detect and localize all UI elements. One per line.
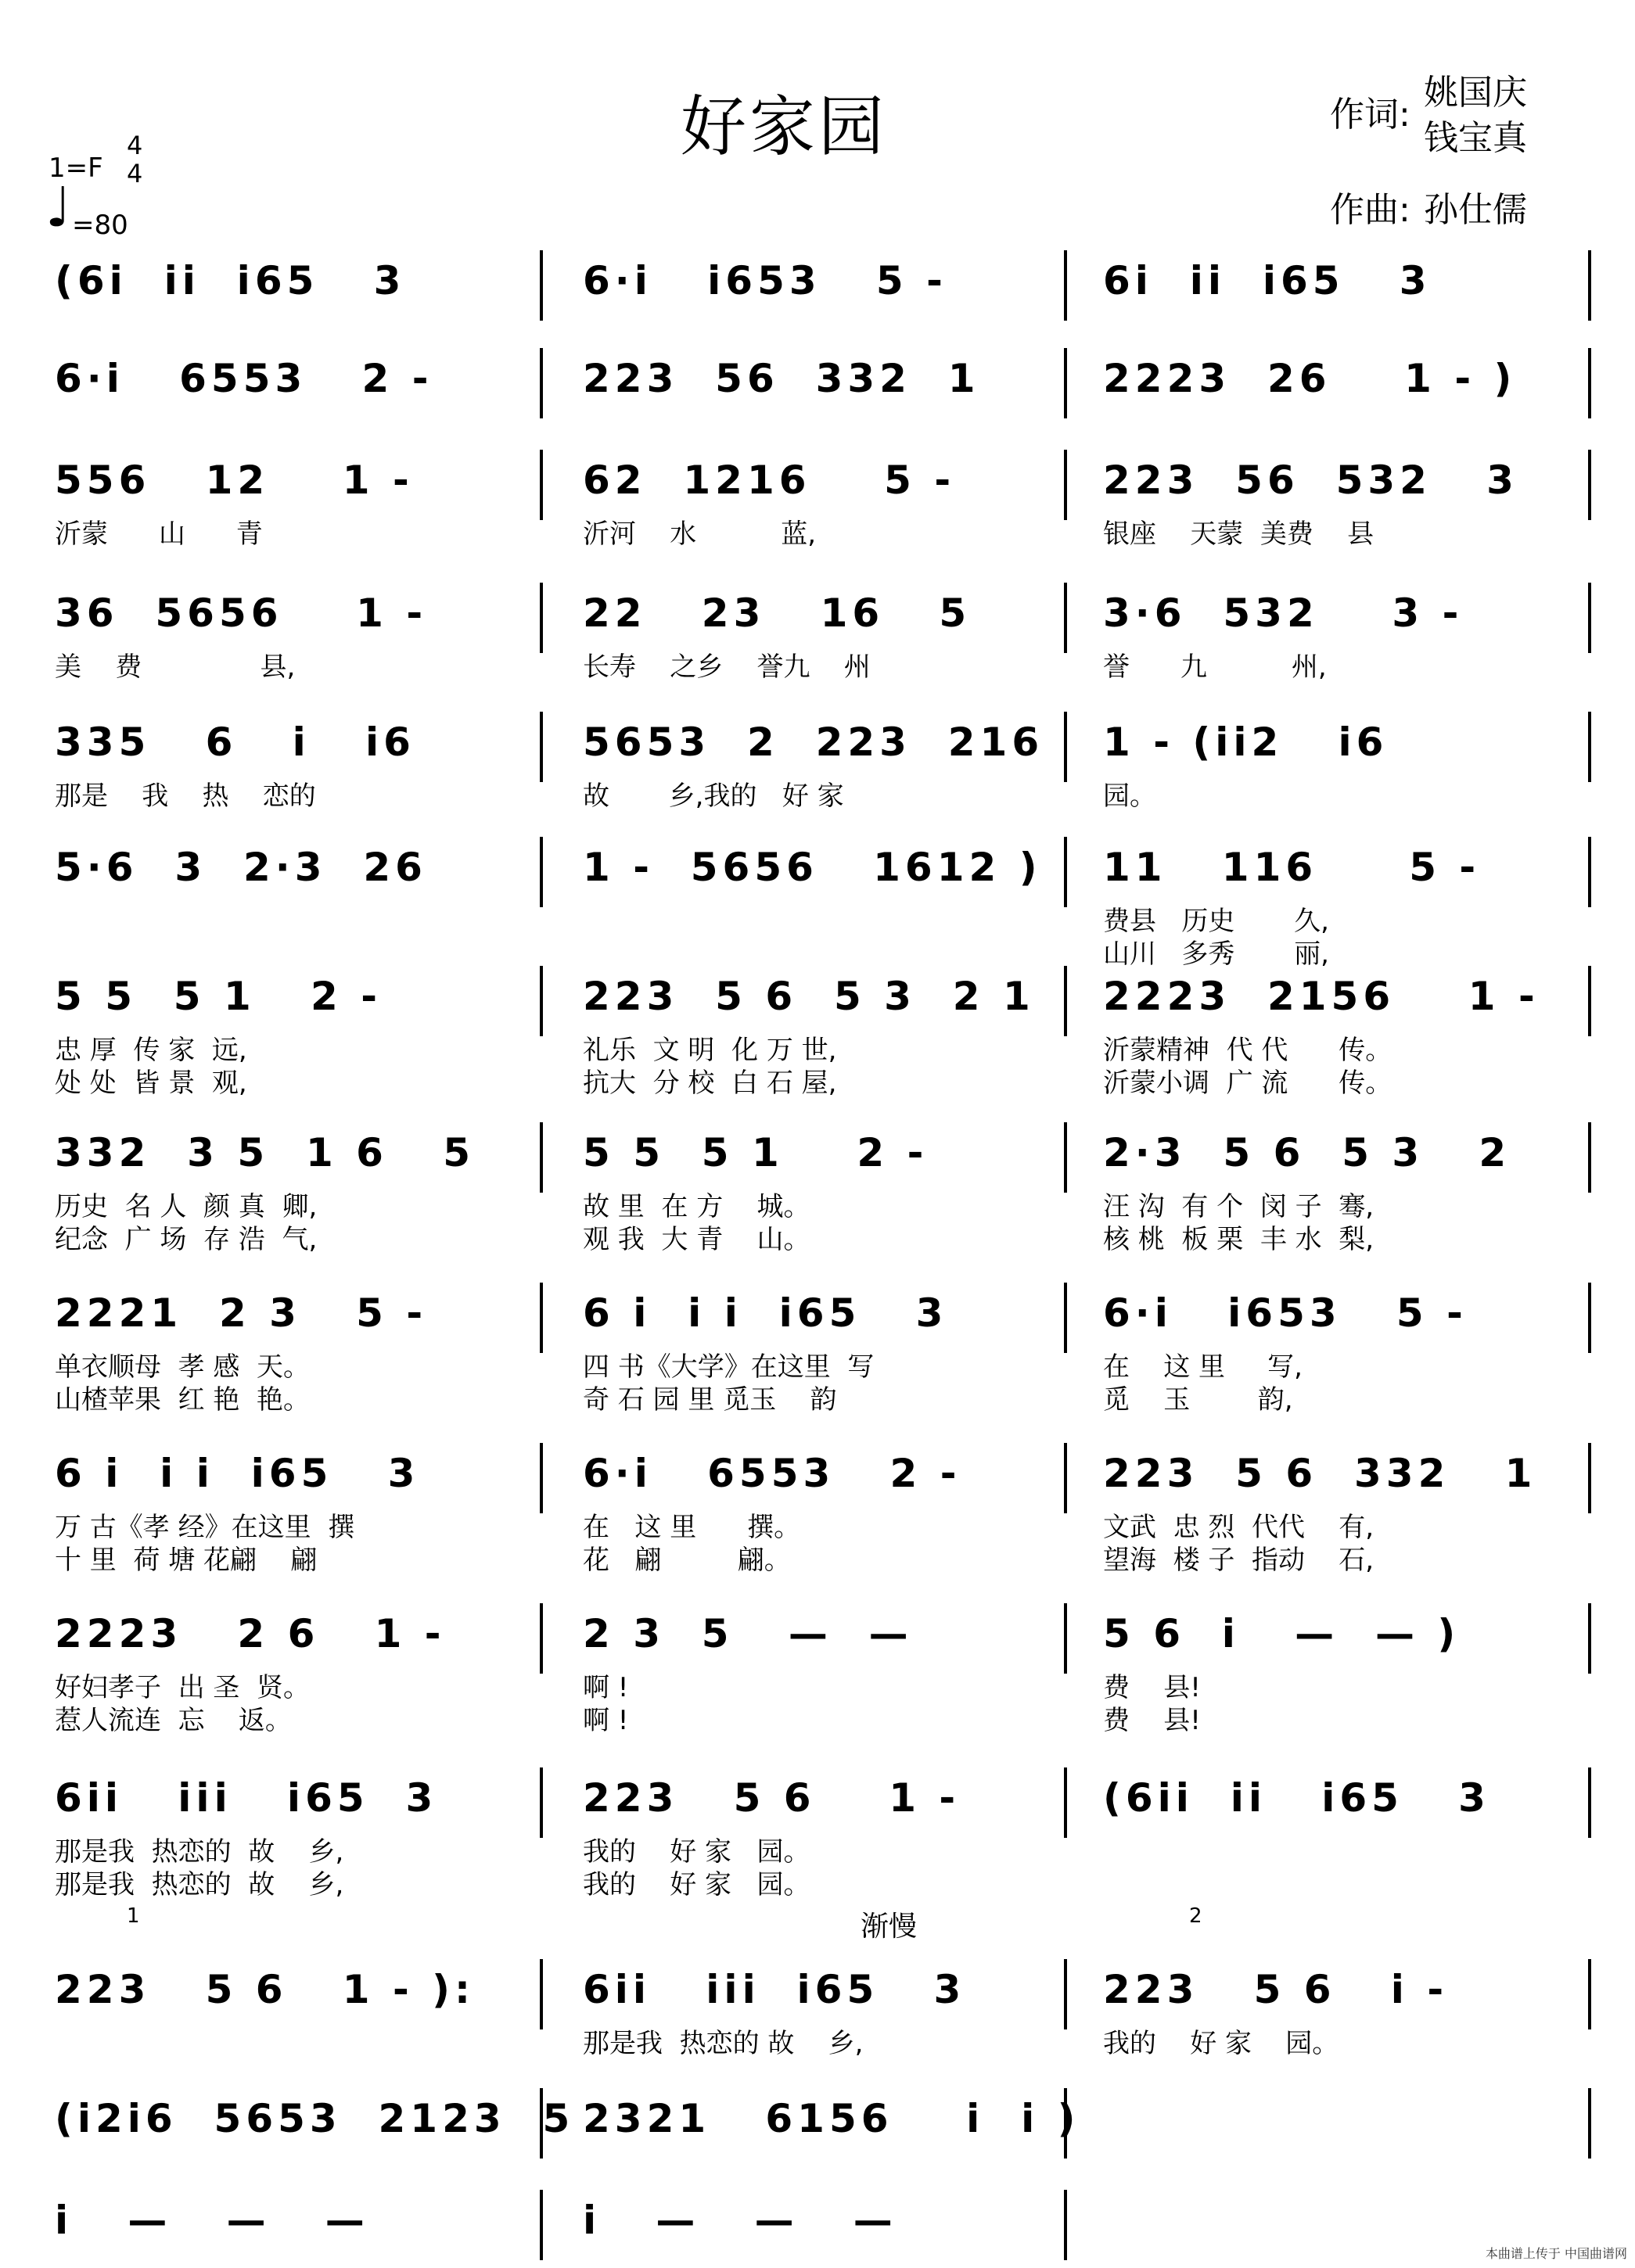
quarter-note-icon: ♩ <box>45 175 72 239</box>
bar-line <box>540 837 543 907</box>
song-title: 好家园 <box>681 88 888 165</box>
measure-notes: 2223 2156 1 - <box>1103 974 1540 1019</box>
lyric-line-2: 抗大 分 校 白 石 屋, <box>583 1068 837 1099</box>
measure-notes: 11 116 5 - <box>1103 845 1481 890</box>
measure-notes: 6ii iii i65 3 <box>583 1967 966 2012</box>
lyric-line-1: 银座 天蒙 美费 县 <box>1103 519 1374 550</box>
measure-notes: 223 5 6 i - <box>1103 1967 1449 2012</box>
lyric-line-1: 啊 ! <box>583 1672 629 1703</box>
bar-line <box>1064 1443 1067 1513</box>
lyric-line-1: 沂蒙精神 代 代 传。 <box>1103 1035 1392 1066</box>
bar-line <box>1064 837 1067 907</box>
bar-line <box>540 966 543 1036</box>
measure-notes: 36 5656 1 - <box>55 590 428 636</box>
measure-notes: (i2i6 5653 2123 5 <box>55 2096 575 2141</box>
bar-line <box>1064 1603 1067 1674</box>
bar-line <box>1588 348 1591 418</box>
measure-notes: (6ii ii i65 3 <box>1103 1775 1490 1821</box>
lyric-line-2: 山川 多秀 丽, <box>1103 938 1329 970</box>
lyrics-label: 作词: <box>1330 95 1410 135</box>
bar-line <box>1064 348 1067 418</box>
bar-line <box>540 583 543 653</box>
key-signature: 1=F <box>49 153 103 184</box>
lyric-line-2: 惹人流连 忘 返。 <box>55 1705 292 1736</box>
lyric-line-1: 沂河 水 蓝, <box>583 519 817 550</box>
measure-notes: 2221 2 3 5 - <box>55 1290 428 1336</box>
measure-notes: 332 3 5 1 6 5 <box>55 1130 475 1175</box>
lyric-line-1: 汪 沟 有 个 闵 子 骞, <box>1103 1191 1374 1222</box>
bar-line <box>1588 450 1591 520</box>
measure-notes: 223 56 532 3 <box>1103 458 1518 503</box>
bar-line <box>1588 1443 1591 1513</box>
lyric-line-1: 沂蒙 山 青 <box>55 519 263 550</box>
bar-line <box>1064 583 1067 653</box>
measure-notes: 223 5 6 332 1 <box>1103 1451 1537 1496</box>
bar-line <box>1064 450 1067 520</box>
lyric-line-2: 花 翩 翩。 <box>583 1545 791 1576</box>
bar-line <box>1588 1122 1591 1193</box>
measure-notes: 223 56 332 1 <box>583 356 980 401</box>
bar-line <box>1064 250 1067 321</box>
bar-line <box>1588 966 1591 1036</box>
measure-notes: i — — — <box>583 2198 897 2243</box>
lyric-line-1: 历史 名 人 颜 真 卿, <box>55 1191 318 1222</box>
lyric-line-1: 费县 历史 久, <box>1103 906 1329 937</box>
bar-line <box>1588 1603 1591 1674</box>
bar-line <box>540 1283 543 1353</box>
measure-notes: 556 12 1 - <box>55 458 414 503</box>
tempo-mark: =80 <box>72 210 128 241</box>
measure-notes: 6·i i653 5 - <box>1103 1290 1468 1336</box>
lyric-line-1: 礼乐 文 明 化 万 世, <box>583 1035 837 1066</box>
lyric-line-1: 单衣顺母 孝 感 天。 <box>55 1351 311 1383</box>
lyric-line-2: 沂蒙小调 广 流 传。 <box>1103 1068 1392 1099</box>
lyric-line-1: 在 这 里 写, <box>1103 1351 1303 1383</box>
bar-line <box>1064 966 1067 1036</box>
measure-notes: 1 - (ii2 i6 <box>1103 720 1389 765</box>
bar-line <box>1588 1767 1591 1838</box>
lyric-line-2: 十 里 荷 塘 花翩 翩 <box>55 1545 318 1576</box>
measure-notes: 3·6 532 3 - <box>1103 590 1464 636</box>
measure-notes: 6 i i i i65 3 <box>55 1451 420 1496</box>
bar-line <box>540 450 543 520</box>
first-ending-mark: 1 <box>127 1904 140 1928</box>
lyric-line-2: 望海 楼 子 指动 石, <box>1103 1545 1374 1576</box>
lyric-line-2: 那是我 热恋的 故 乡, <box>55 1869 344 1900</box>
bar-line <box>540 348 543 418</box>
lyric-line-1: 故 乡,我的 好 家 <box>583 781 844 812</box>
bar-line <box>1588 2088 1591 2159</box>
lyric-line-1: 美 费 县, <box>55 651 296 683</box>
bar-line <box>1588 1959 1591 2029</box>
bar-line <box>1588 1283 1591 1353</box>
measure-notes: 6·i 6553 2 - <box>583 1451 961 1496</box>
measure-notes: 6·i 6553 2 - <box>55 356 433 401</box>
lyric-line-1: 那是我 热恋的 故 乡, <box>583 2028 864 2059</box>
measure-notes: 5 5 5 1 2 - <box>583 1130 929 1175</box>
lyric-line-1: 费 县! <box>1103 1672 1201 1703</box>
lyric-line-1: 那是 我 热 恋的 <box>55 781 316 812</box>
measure-notes: 223 5 6 5 3 2 1 <box>583 974 1035 1019</box>
lyricist-2: 钱宝真 <box>1424 118 1527 158</box>
measure-notes: 335 6 i i6 <box>55 720 415 765</box>
lyric-line-2: 观 我 大 青 山。 <box>583 1224 810 1255</box>
lyric-line-1: 忠 厚 传 家 远, <box>55 1035 247 1066</box>
lyric-line-1: 故 里 在 方 城。 <box>583 1191 810 1222</box>
measure-notes: 5653 2 223 216 <box>583 720 1044 765</box>
second-ending-mark: 2 <box>1189 1904 1202 1928</box>
lyric-line-1: 万 古《孝 经》在这里 撰 <box>55 1512 355 1543</box>
bar-line <box>1588 712 1591 782</box>
measure-notes: 5·6 3 2·3 26 <box>55 845 427 890</box>
composer: 孙仕儒 <box>1424 190 1527 230</box>
bar-line <box>540 2190 543 2260</box>
measure-notes: 2223 2 6 1 - <box>55 1611 446 1656</box>
lyric-line-2: 我的 好 家 园。 <box>583 1869 810 1900</box>
ritardando-mark: 渐慢 <box>861 1911 918 1943</box>
measure-notes: 2 3 5 — — <box>583 1611 913 1656</box>
measure-notes: 22 23 16 5 <box>583 590 972 636</box>
bar-line <box>1588 837 1591 907</box>
lyric-line-2: 核 桃 板 栗 丰 水 梨, <box>1103 1224 1374 1255</box>
bar-line <box>1588 583 1591 653</box>
time-signature <box>127 131 142 188</box>
measure-notes: 62 1216 5 - <box>583 458 956 503</box>
lyric-line-2: 处 处 皆 景 观, <box>55 1068 247 1099</box>
measure-notes: 223 5 6 1 - ): <box>55 1967 476 2012</box>
measure-notes: (6i ii i65 3 <box>55 258 406 303</box>
measure-notes: 6 i i i i65 3 <box>583 1290 948 1336</box>
bar-line <box>540 1959 543 2029</box>
lyric-line-2: 奇 石 园 里 觅玉 韵 <box>583 1384 837 1416</box>
bar-line <box>1064 1767 1067 1838</box>
lyric-line-1: 誉 九 州, <box>1103 651 1327 683</box>
footer-note: 本曲谱上传于 中国曲谱网 <box>1485 2246 1627 2261</box>
measure-notes: i — — — <box>55 2198 369 2243</box>
bar-line <box>1064 1283 1067 1353</box>
bar-line <box>1064 1122 1067 1193</box>
lyric-line-1: 我的 好 家 园。 <box>1103 2028 1339 2059</box>
measure-notes: 223 5 6 1 - <box>583 1775 961 1821</box>
bar-line <box>1588 250 1591 321</box>
lyric-line-2: 觅 玉 韵, <box>1103 1384 1293 1416</box>
bar-line <box>540 1443 543 1513</box>
bar-line <box>540 250 543 321</box>
bar-line <box>540 1122 543 1193</box>
lyric-line-1: 我的 好 家 园。 <box>583 1836 810 1868</box>
music-label: 作曲: <box>1330 190 1410 230</box>
lyric-line-1: 好妇孝子 出 圣 贤。 <box>55 1672 311 1703</box>
time-sig-top: 4 <box>127 131 143 160</box>
lyric-line-2: 山楂苹果 红 艳 艳。 <box>55 1384 311 1416</box>
measure-notes: 6i ii i65 3 <box>1103 258 1432 303</box>
lyric-line-2: 啊 ! <box>583 1705 629 1736</box>
measure-notes: 2·3 5 6 5 3 2 <box>1103 1130 1511 1175</box>
measure-notes: 2223 26 1 - ) <box>1103 356 1517 401</box>
lyric-line-2: 纪念 广 场 存 浩 气, <box>55 1224 318 1255</box>
lyric-line-2: 费 县! <box>1103 1705 1201 1736</box>
lyric-line-1: 长寿 之乡 誉九 州 <box>583 651 871 683</box>
lyric-line-1: 在 这 里 撰。 <box>583 1512 801 1543</box>
measure-notes: 5 5 5 1 2 - <box>55 974 382 1019</box>
bar-line <box>540 1603 543 1674</box>
bar-line <box>1064 712 1067 782</box>
lyric-line-1: 四 书《大学》在这里 写 <box>583 1351 875 1383</box>
measure-notes: 2321 6156 i i ) <box>583 2096 1080 2141</box>
measure-notes: 1 - 5656 1612 ) <box>583 845 1042 890</box>
bar-line <box>1064 1959 1067 2029</box>
bar-line <box>540 1767 543 1838</box>
lyric-line-1: 园。 <box>1103 781 1156 812</box>
measure-notes: 6·i i653 5 - <box>583 258 947 303</box>
bar-line <box>1064 2190 1067 2260</box>
measure-notes: 5 6 i — — ) <box>1103 1611 1461 1656</box>
bar-line <box>540 712 543 782</box>
lyric-line-1: 那是我 热恋的 故 乡, <box>55 1836 344 1868</box>
measure-notes: 6ii iii i65 3 <box>55 1775 438 1821</box>
lyricist-1: 姚国庆 <box>1424 73 1527 113</box>
lyric-line-1: 文武 忠 烈 代代 有, <box>1103 1512 1374 1543</box>
time-sig-bottom: 4 <box>127 159 143 188</box>
